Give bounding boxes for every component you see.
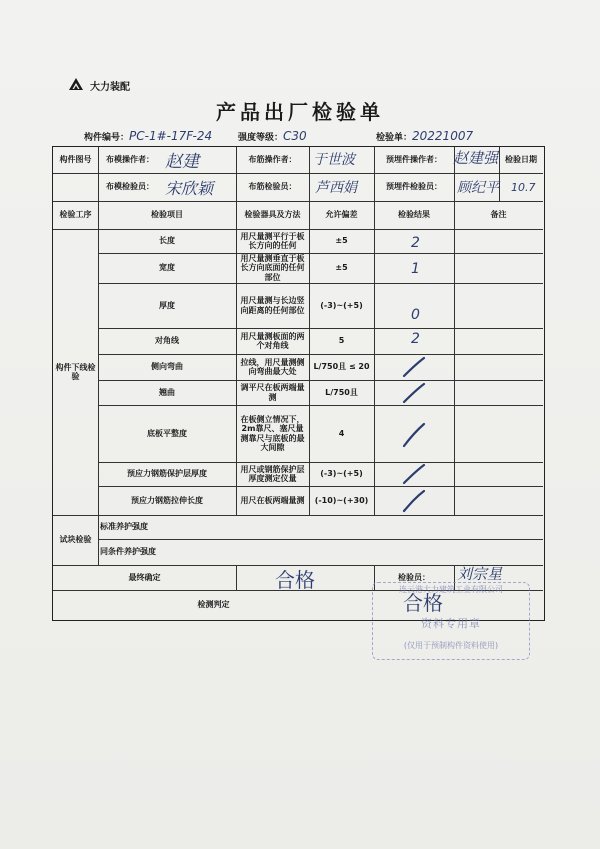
rebar-operator-value: 于世波 — [313, 152, 355, 168]
company-header — [68, 77, 130, 93]
row-result: 0 — [411, 307, 420, 323]
company-name: 大力装配 — [90, 81, 130, 93]
standard-curing-label: 标准养护强度 — [100, 522, 148, 532]
row-result — [398, 422, 428, 448]
final-value: 合格 — [275, 568, 315, 592]
row-tolerance: L/750且 — [325, 387, 358, 397]
row-result: 2 — [411, 235, 420, 251]
seal-line-1: 连云港大力建筑工业有限公司 — [399, 585, 503, 594]
inspection-no-value: 20221007 — [412, 129, 474, 143]
same-condition-curing-label: 同条件养护强度 — [100, 547, 156, 557]
inspection-table — [52, 146, 545, 621]
judgment-value: 合格 — [403, 591, 443, 615]
row-item: 预应力钢筋保护层厚度 — [127, 469, 207, 479]
row-item: 宽度 — [159, 263, 175, 273]
row-result: 2 — [411, 331, 420, 347]
strength-value: C30 — [283, 129, 307, 143]
row-tolerance: ±5 — [335, 236, 348, 246]
row-tolerance: L/750且 ≤ 20 — [313, 362, 370, 372]
block-test-label: 试块检验 — [59, 535, 92, 545]
row-tool: 用尺量测平行于板长方向的任何 — [240, 231, 305, 250]
row-result — [398, 356, 428, 378]
seal-line-2: 资料专用章 — [421, 617, 481, 630]
company-seal — [372, 582, 530, 660]
strength-field — [238, 129, 307, 143]
formwork-inspector-label: 布模检验员： — [106, 182, 154, 192]
row-result — [398, 489, 428, 513]
row-tolerance: 5 — [338, 336, 345, 346]
formwork-operator-value: 赵建 — [165, 152, 199, 172]
col-item: 检验项目 — [151, 210, 183, 220]
inspection-date-label: 检验日期 — [505, 155, 537, 165]
seal-line-3: (仅用于预制构件资料使用) — [403, 641, 499, 650]
section-label: 构件下线检验 — [55, 362, 96, 381]
row-tolerance: ±5 — [335, 263, 348, 273]
embed-operator-value: 赵建强 — [453, 149, 499, 167]
component-no-value: PC-1#-17F-24 — [129, 129, 213, 143]
row-item: 长度 — [159, 236, 175, 246]
judgment-label: 检测判定 — [197, 599, 230, 609]
col-tool: 检验器具及方法 — [244, 210, 301, 220]
strength-label: 强度等级： — [238, 133, 284, 143]
formwork-operator-label: 布模操作者： — [106, 155, 154, 165]
row-tool: 在板侧立情况下，2m靠尺、塞尺量测靠尺与底板的最大间隙 — [240, 415, 305, 452]
row-tool: 用尺在板两端量测 — [240, 495, 305, 505]
row-item: 翘曲 — [159, 387, 175, 397]
component-no-field — [84, 129, 212, 143]
row-tolerance: (-3)~(+5) — [320, 469, 363, 479]
row-item: 厚度 — [159, 300, 175, 310]
row-tolerance: (-10)~(+30) — [314, 495, 369, 505]
component-no-label: 构件编号： — [84, 133, 130, 143]
row-tool: 用尺量测与长边竖向距离的任何部位 — [240, 296, 305, 315]
row-tool: 调平尺在板两端量测 — [240, 383, 305, 402]
final-inspector-label: 检验员： — [398, 572, 430, 582]
row-item: 预应力钢筋拉伸长度 — [131, 495, 203, 505]
formwork-inspector-value: 宋欣颖 — [165, 179, 214, 198]
row-result — [398, 463, 428, 485]
inspection-date-value: 10.7 — [511, 181, 536, 194]
row-tool: 拉线，用尺量测侧向弯曲最大处 — [240, 357, 305, 376]
col-note: 备注 — [490, 210, 507, 220]
row-tool: 用尺量测板面的两个对角线 — [240, 331, 305, 350]
component-drawing-label: 构件图号 — [59, 155, 92, 165]
embed-operator-label: 预埋件操作者： — [386, 155, 442, 165]
inspection-no-field — [376, 129, 473, 143]
rebar-inspector-value: 芦西娟 — [315, 180, 357, 196]
embed-inspector-value: 顾纪平 — [457, 180, 499, 196]
row-tool: 用尺量测垂直于板长方向底面的任何部位 — [240, 254, 305, 282]
company-logo-icon — [68, 77, 84, 93]
document-title: 产品出厂检验单 — [216, 100, 384, 124]
rebar-operator-label: 布筋操作者： — [248, 155, 297, 165]
row-item: 对角线 — [155, 336, 179, 346]
row-tolerance: 4 — [338, 428, 345, 438]
row-item: 底板平整度 — [147, 428, 187, 438]
embed-inspector-label: 预埋件检验员： — [386, 182, 442, 192]
row-item: 侧向弯曲 — [151, 362, 183, 372]
row-tolerance: (-3)~(+5) — [320, 300, 363, 310]
col-process: 检验工序 — [59, 210, 92, 220]
row-result: 1 — [411, 261, 420, 277]
final-label: 最终确定 — [128, 572, 161, 582]
col-tolerance: 允许偏差 — [325, 210, 358, 220]
inspection-no-label: 检验单： — [376, 133, 413, 143]
row-tool: 用尺或钢筋保护层厚度测定仪量 — [240, 464, 305, 483]
final-inspector-value: 刘宗星 — [457, 565, 503, 583]
col-result: 检验结果 — [398, 210, 430, 220]
row-result — [398, 382, 428, 404]
rebar-inspector-label: 布筋检验员： — [248, 182, 297, 192]
